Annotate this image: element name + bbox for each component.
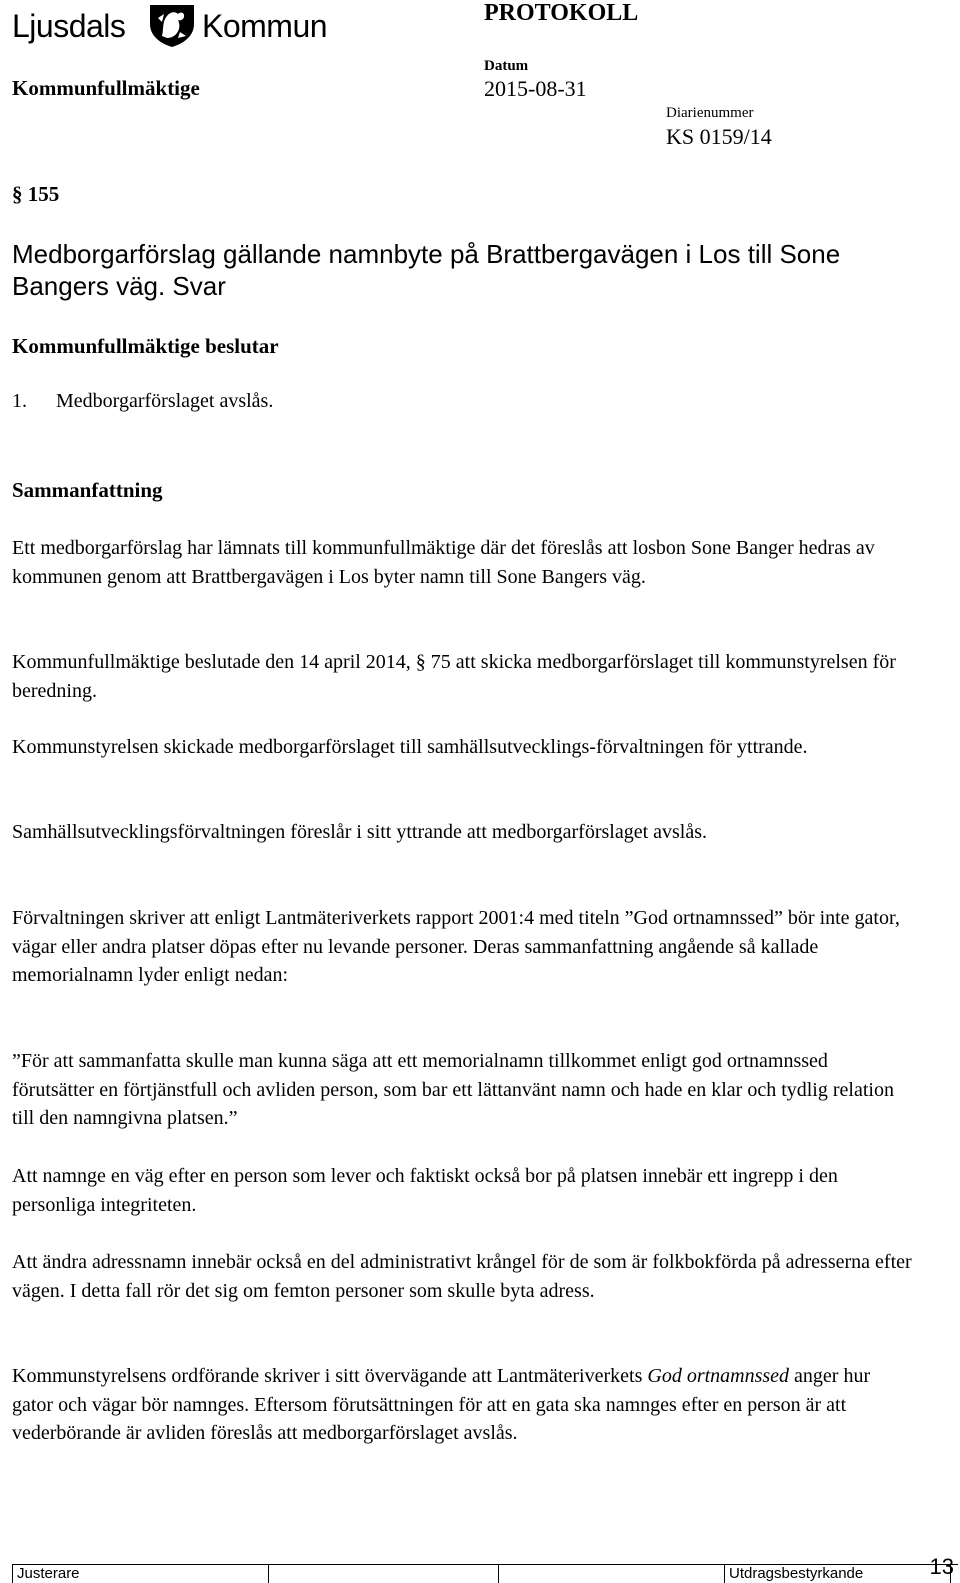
body-paragraph: Förvaltningen skriver att enligt Lantmäteriverkets rapport 2001:4 med titeln ”God ortnamnssed” bör inte gator, vägar eller andra platser döpas efter nu levande personer. Deras sammanfattning angående så kallade memorialnamn lyder enligt nedan: <box>12 907 900 986</box>
body-paragraph: Samhällsutvecklingsförvaltningen föreslår i sitt yttrande att medborgarförslaget avslås. <box>12 821 707 843</box>
section-title: Medborgarförslag gällande namnbyte på Brattbergavägen i Los till Sone Bangers väg. Svar <box>12 239 841 301</box>
body-paragraph: Kommunstyrelsen skickade medborgarförslaget till samhällsutvecklings-förvaltningen för yttrande. <box>12 736 808 758</box>
body-paragraph: Att ändra adressnamn innebär också en del administrativt krångel för de som är folkbokförda på adresserna efter vägen. I detta fall rör det sig om femton personer som skulle byta adress. <box>12 1251 912 1302</box>
paragraph-text: Kommunstyrelsens ordförande skriver i sitt övervägande att Lantmäteriverkets <box>12 1365 648 1387</box>
footer-signature-boxes <box>12 1564 959 1583</box>
utdragsbestyrkande-box <box>725 1564 951 1583</box>
report-title-italic: God ortnamnssed <box>647 1365 790 1387</box>
decision-item-text: Medborgarförslaget avslås. <box>56 390 274 412</box>
body-paragraph: Ett medborgarförslag har lämnats till kommunfullmäktige där det föreslås att losbon Sone Banger hedras av kommunen genom att Brattbergavägen i Los byter namn till Sone Bangers väg. <box>12 537 875 588</box>
paragraph-number <box>12 182 59 207</box>
paragraph-number-value: 155 <box>27 182 60 206</box>
paragraph-symbol: § <box>12 182 23 206</box>
municipality-logo <box>12 0 332 50</box>
body-paragraph: Att namnge en väg efter en person som lever och faktiskt också bor på platsen innebär ett ingrepp i den personliga integriteten. <box>12 1165 838 1216</box>
body-paragraph <box>12 1362 912 1448</box>
coat-of-arms-icon <box>144 2 200 48</box>
date-label: Datum <box>484 58 529 74</box>
logo-text-left: Ljusdals <box>12 8 126 44</box>
signature-box <box>499 1564 725 1583</box>
decision-heading: Kommunfullmäktige beslutar <box>12 334 279 358</box>
summary-heading: Sammanfattning <box>12 478 163 502</box>
page-number: 13 <box>929 1554 954 1579</box>
logo-text-right: Kommun <box>202 8 328 44</box>
date-value: 2015-08-31 <box>484 76 587 101</box>
decision-item-number: 1. <box>12 390 27 412</box>
justerare-box <box>13 1564 269 1583</box>
registration-number-value: KS 0159/14 <box>666 124 772 149</box>
decision-item <box>12 390 273 413</box>
paragraph-text: anger hur gator och vägar bör namnges. Eftersom förutsättningen för att en gata ska namnges efter en person är att vederbörande är avliden föreslås att medborgarförslaget avslås. <box>12 1365 871 1444</box>
utdragsbestyrkande-label: Utdragsbestyrkande <box>729 1565 864 1582</box>
registration-number-label: Diarienummer <box>666 105 754 121</box>
body-paragraph: Kommunfullmäktige beslutade den 14 april 2014, § 75 att skicka medborgarförslaget till kommunstyrelsen för beredning. <box>12 651 896 702</box>
signature-box <box>269 1564 499 1583</box>
document-type: PROTOKOLL <box>484 0 639 26</box>
justerare-label: Justerare <box>17 1565 80 1582</box>
quoted-paragraph: ”För att sammanfatta skulle man kunna säga att ett memorialnamn tillkommet enligt god ortnamnssed förutsätter en förtjänstfull och avliden person, som bar ett lättanvänt namn och hade en klar och tydlig relation till den namngivna platsen.” <box>12 1050 894 1129</box>
body-name: Kommunfullmäktige <box>12 76 200 100</box>
